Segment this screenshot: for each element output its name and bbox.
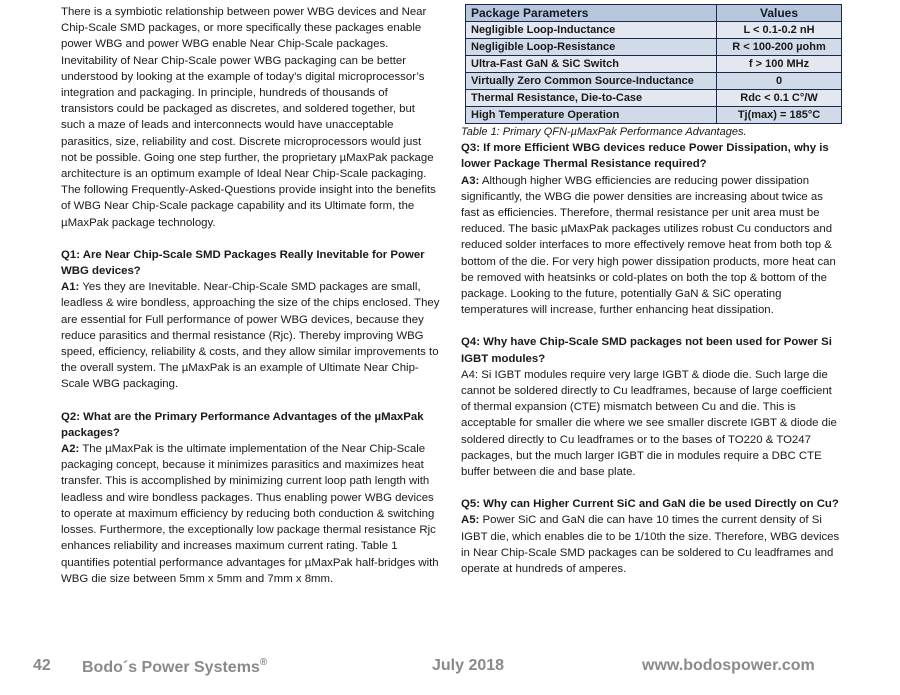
page-footer [0,657,900,681]
left-column [61,4,440,587]
table-cell-param: Thermal Resistance, Die-to-Case [466,90,717,107]
table-cell-param: Negligible Loop-Resistance [466,39,717,56]
answer-4: A4: Si IGBT modules require very large IGBT & diode die. Such large die cannot be soldered directly to Cu leadframes, because of large coefficient of thermal expansion (CTE) mismatch between Cu and die. This is acceptable for smaller die where we see smaller discrete IGBT & diode die soldered directly to Cu leadframes or to the bases of TO220 & TO247 packages, but the much larger IGBT die in modules require a DBC CTE buffer between die and base plate. [461,368,837,479]
issue-date: July 2018 [432,657,505,674]
answer-3-label: A3: [461,174,480,187]
answer-3 [461,173,842,319]
right-column [461,4,842,577]
registered-mark: ® [259,657,268,668]
table-row [466,73,842,90]
page-number: 42 [33,657,51,674]
answer-1-label: A1: [61,281,80,294]
table-caption: Table 1: Primary QFN-µMaxPak Performance Advantages. [461,126,747,138]
table-row [466,56,842,73]
answer-2 [61,441,440,587]
table-cell-value: R < 100-200 µohm [717,39,842,56]
answer-1-text: Yes they are Inevitable. Near-Chip-Scale SMD packages are small, leadless & wire bondless, approaching the size of the chips enclosed. They are essential for Full performance of power WBG devices, because they reduce parasitics and thermal resistance (Rjc). Thereby improving WBG speed, efficiency, reliability & costs, and they allow similar improvements to the overall system. The µMaxPak is an example of Ultimate Near Chip-Scale WBG packaging. [61,281,440,391]
table-cell-param: Negligible Loop-Inductance [466,22,717,39]
table-header-value: Values [717,5,842,22]
question-2: Q2: What are the Primary Performance Advantages of the µMaxPak packages? [61,410,424,439]
table-cell-param: Ultra-Fast GaN & SiC Switch [466,56,717,73]
performance-table [465,4,842,124]
website-url: www.bodospower.com [642,657,815,674]
magazine-title: Bodo´s Power Systems [82,659,260,676]
answer-2-text: The µMaxPak is the ultimate implementation of the Near Chip-Scale packaging concept, because it minimizes parasitics and maximizes heat transfer. This is accomplished by minimizing current loop path length with leadless and wire bondless packages. Thus enabling power WBG devices to operate at maximum efficiency by reducing both conduction & switching losses. Furthermore, the exceptionally low package thermal resistance Rjc enhances reliability and increases maximum current rating. Table 1 quantifies potential performance advantages for µMaxPak half-bridges with WBG die size between 5mm x 5mm and 7mm x 8mm. [61,443,439,585]
table-cell-param: Virtually Zero Common Source-Inductance [466,73,717,90]
answer-3-text: Although higher WBG efficiencies are reducing power dissipation significantly, the WBG die power densities are increasing about twice as fast as efficiencies. Therefore, thermal resistance per unit area must be reduced. The basic µMaxPak packages utilizes robust Cu conductors and reduced solder interfaces to more effectively remove heat from both top & bottom of the die. For very high power dissipation products, more heat can be removed with heatsinks or cold-plates on both the top & bottom of the package. Looking to the future, potentially GaN & SiC operating temperatures will increase, further enhancing heat dissipation. [461,174,836,317]
answer-5-label: A5: [461,514,480,527]
table-header-row [466,5,842,22]
question-4: Q4: Why have Chip-Scale SMD packages not been used for Power Si IGBT modules? [461,336,832,365]
table-row [466,107,842,124]
question-1: Q1: Are Near Chip-Scale SMD Packages Really Inevitable for Power WBG devices? [61,248,425,278]
table-header-param: Package Parameters [466,5,717,22]
table-cell-value: f > 100 MHz [717,56,842,73]
answer-1 [61,279,440,392]
table-cell-value: 0 [717,73,842,90]
question-5: Q5: Why can Higher Current SiC and GaN die be used Directly on Cu? [461,498,839,511]
magazine-name [82,657,267,677]
table-cell-value: Rdc < 0.1 C°/W [717,90,842,107]
intro-paragraph: There is a symbiotic relationship between power WBG devices and Near Chip-Scale SMD packages, or more specifically these packages enable power WBG and power WBG enable Near Chip-Scale packages. Inevitability of Near Chip-Scale power WBG packaging can be better understood by looking at the example of today’s digital microprocessor’s integration and packaging. In principle, hundreds of thousands of transistors could be packaged as discretes, and soldered together, but such a maze of leads and interconnects would have unacceptable parasitics, size, reliability and cost. Discrete microprocessors would just not be possible. Going one step further, the proprietary µMaxPak package architecture is an optimum example of Ideal Near Chip-Scale packaging. The following Frequently-Asked-Questions provide insight into the benefits of WBG Near Chip-Scale package capability and its Ultimate form, the µMaxPak package technology. [61,6,436,229]
table-row [466,22,842,39]
answer-5-text: Power SiC and GaN die can have 10 times the current density of Si IGBT die, which enables die to be 1/10th the size. Therefore, WBG devices in Near Chip-Scale SMD packages can be soldered to Cu leadframes and operate at hundreds of amperes. [461,514,840,576]
question-3: Q3: If more Efficient WBG devices reduce Power Dissipation, why is lower Package Thermal Resistance required? [461,142,829,171]
table-row [466,90,842,107]
table-row [466,39,842,56]
answer-2-label: A2: [61,443,80,456]
table-cell-value: L < 0.1-0.2 nH [717,22,842,39]
table-cell-param: High Temperature Operation [466,107,717,124]
table-cell-value: Tj(max) = 185°C [717,107,842,124]
answer-5 [461,512,842,577]
